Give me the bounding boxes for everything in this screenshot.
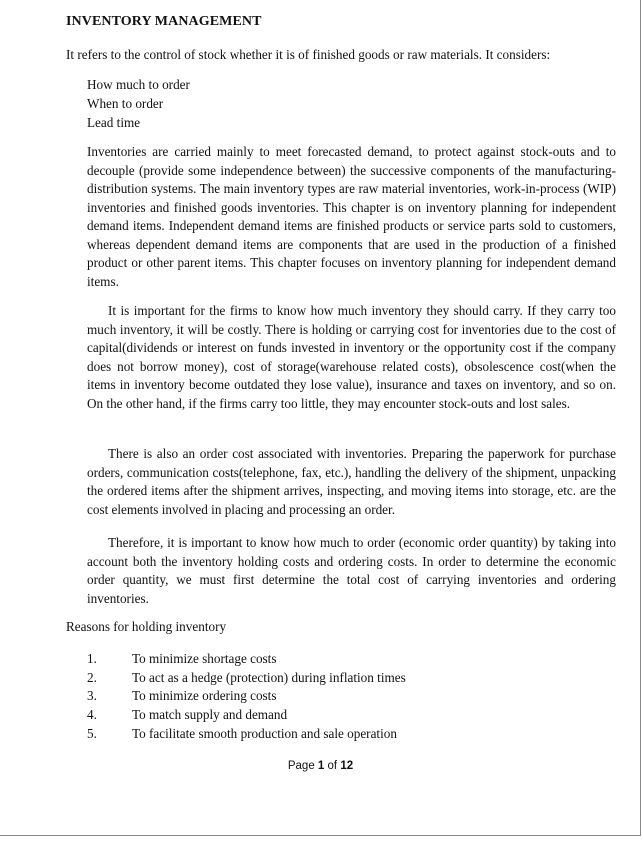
intro-paragraph: It refers to the control of stock whether it is of finished goods or raw materials. It considers: bbox=[66, 47, 551, 62]
consideration-item: How much to order bbox=[87, 77, 190, 92]
list-number: 2. bbox=[87, 669, 97, 685]
reasons-heading: Reasons for holding inventory bbox=[66, 619, 227, 634]
list-number: 4. bbox=[87, 707, 97, 723]
total-pages-number: 12 bbox=[340, 760, 354, 772]
list-number: 5. bbox=[87, 725, 97, 741]
list-item bbox=[87, 650, 406, 669]
reasons-list bbox=[87, 650, 406, 743]
page-label: Page bbox=[287, 760, 315, 772]
page-footer bbox=[0, 760, 641, 772]
current-page-number: 1 bbox=[317, 760, 325, 772]
list-item bbox=[87, 687, 406, 706]
page-title: INVENTORY MANAGEMENT bbox=[66, 14, 262, 29]
body-paragraph-order-cost: There is also an order cost associated with inventories. Preparing the paperwork for purchase orders, communication costs(telephone, fax, etc.), handling the delivery of the shipment, unpacking the ordered items after the shipment arrives, inspecting, and moving items into storage, etc. are the cost elements involved in placing and processing an order. bbox=[87, 446, 616, 517]
list-text: To facilitate smooth production and sale operation bbox=[132, 725, 397, 741]
list-text: To minimize shortage costs bbox=[132, 651, 277, 666]
considerations-list bbox=[87, 75, 190, 132]
list-item bbox=[87, 706, 406, 725]
consideration-item: When to order bbox=[87, 96, 164, 111]
list-number: 3. bbox=[87, 688, 97, 704]
list-text: To minimize ordering costs bbox=[132, 688, 277, 704]
list-item bbox=[87, 725, 406, 744]
list-text: To match supply and demand bbox=[132, 707, 288, 723]
list-number: 1. bbox=[87, 651, 97, 666]
of-label: of bbox=[327, 760, 338, 772]
consideration-item: Lead time bbox=[87, 115, 141, 130]
list-item bbox=[87, 669, 406, 688]
body-paragraph-eoq: Therefore, it is important to know how much to order (economic order quantity) by taking into account both the inventory holding costs and ordering costs. In order to determine the economic order quantity, we must first determine the total cost of carrying inventories and ordering inventories. bbox=[87, 535, 616, 606]
list-text: To act as a hedge (protection) during inflation times bbox=[132, 669, 406, 685]
body-paragraph-inventory-types: Inventories are carried mainly to meet forecasted demand, to protect against stock-outs and to decouple (provide some independence between) the successive components of the manufacturing-distribution systems. The main inventory types are raw material inventories, work-in-process (WIP) inventories and finished goods inventories. This chapter is on inventory planning for independent demand items. Independent demand items are finished products or service parts sold to customers, whereas dependent demand items are components that are used in the production of a finished product or other parent items. This chapter focuses on inventory planning for independent demand items. bbox=[87, 144, 616, 289]
body-paragraph-holding-cost: It is important for the firms to know how much inventory they should carry. If they carry too much inventory, it will be costly. There is holding or carrying cost for inventories due to the cost of capital(dividends or interest on funds invested in inventory or the opportunity cost if the company does not borrow money), cost of storage(warehouse related costs), obsolescence cost(when the items in inventory become outdated they lose value), insurance and taxes on inventory, and so on. On the other hand, if the firms carry too little, they may encounter stock-outs and lost sales. bbox=[87, 303, 616, 411]
